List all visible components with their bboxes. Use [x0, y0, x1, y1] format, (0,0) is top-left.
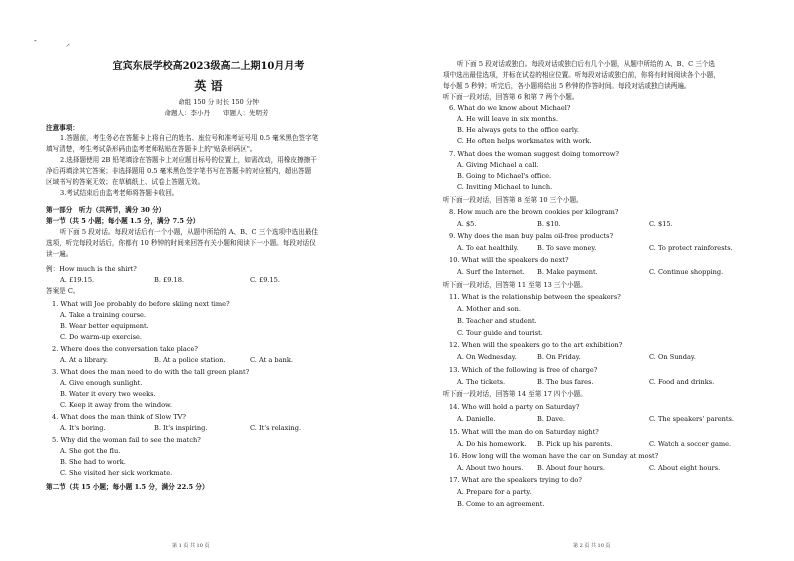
- option: C. He often helps workmates with work.: [457, 137, 592, 145]
- question: 1. What will Joe probably do before skiing next time?: [52, 300, 230, 308]
- question: 16. How long will the woman have the car on Sunday at most?: [449, 452, 659, 460]
- option: B. At a police station.: [154, 356, 226, 364]
- example-option: A. £19.15.: [60, 276, 95, 284]
- listen-instruction: 听下面一段对话，回答第 14 至第 17 四个小题。: [443, 390, 587, 398]
- option: B. Wear better equipment.: [60, 322, 149, 330]
- notice-heading: 注意事项：: [46, 124, 79, 132]
- notice-line: 填写清楚，考生考试条形码由监考老师粘贴在答题卡上的"贴条形码区"。: [46, 145, 257, 153]
- option: A. Give enough sunlight.: [60, 379, 143, 387]
- option: B. Dave.: [537, 415, 565, 423]
- question: 13. Which of the following is free of charge?: [449, 366, 598, 374]
- option: A. At a library.: [60, 356, 108, 364]
- example-option: B. £9.18.: [154, 276, 185, 284]
- option: A. Mother and son.: [457, 305, 521, 313]
- question: 11. What is the relationship between the speakers?: [449, 293, 621, 301]
- section-heading: 第一节（共 5 小题；每小题 1.5 分，满分 7.5 分）: [46, 217, 200, 225]
- option: A. About two hours.: [457, 464, 524, 472]
- option: A. Prepare for a party.: [457, 488, 532, 496]
- scan-mark-2: ⸝: [66, 39, 70, 48]
- option: C. Watch a soccer game.: [649, 440, 732, 448]
- example-option: C. £9.15.: [250, 276, 280, 284]
- question: 7. What does the woman suggest doing tomorrow?: [449, 150, 619, 158]
- section-desc: 每小题 5 秒钟；听完后，各小题将给出 5 秒钟的作答时间。每段对话或独白读两遍。: [443, 82, 691, 90]
- option: A. He will leave in six months.: [457, 115, 559, 123]
- option: C. The speakers' parents.: [649, 415, 735, 423]
- option: A. It's boring.: [60, 424, 106, 432]
- question: 12. When will the speakers go to the art exhibition?: [449, 341, 623, 349]
- option: C. Inviting Michael to lunch.: [457, 183, 553, 191]
- score-time: 命组 150 分 时长 150 分钟: [178, 98, 259, 106]
- question: 4. What does the man think of Slow TV?: [52, 413, 186, 421]
- option: B. About four hours.: [537, 464, 605, 472]
- option: C. Continue shopping.: [649, 268, 724, 276]
- option: B. On Friday.: [537, 353, 581, 361]
- option: B. The bus fares.: [537, 378, 594, 386]
- section-desc: 听下面 5 段对话或独白。每段对话或独白后有几个小题，从题中所给的 A、B、C 三个选: [457, 60, 716, 68]
- option: A. To eat healthily.: [457, 244, 519, 252]
- part-heading: 第一部分 听力（共两节，满分 30 分）: [46, 206, 166, 214]
- section-desc: 读一遍。: [46, 250, 73, 258]
- option: B. Going to Michael's office.: [457, 172, 552, 180]
- option: B. She had to work.: [60, 458, 126, 466]
- listen-instruction: 听下面一段对话，回答第 8 至第 10 三个小题。: [443, 196, 583, 204]
- option: A. $5.: [457, 220, 477, 228]
- option: A. Take a training course.: [60, 311, 146, 319]
- question: 3. What does the man need to do with the tall green plant?: [52, 368, 250, 376]
- notice-line: 净后再填涂其它答案；非选择题用 0.5 毫米黑色签字笔书写在答题卡的对应框内，超出答题: [46, 167, 312, 175]
- question: 5. Why did the woman fail to see the match?: [52, 436, 201, 444]
- section-desc: 项中选出最佳选项，并标在试卷的相应位置。听每段对话或独白前，你将有时间阅读各个小题，: [443, 71, 720, 79]
- option: C. At a bank.: [250, 356, 293, 364]
- question: 8. How much are the brown cookies per kilogram?: [449, 208, 619, 216]
- option: B. Pick up his parents.: [537, 440, 613, 448]
- option: C. Do warm-up exercise.: [60, 333, 142, 341]
- page-footer: 第 2 页 共 10 页: [573, 543, 611, 549]
- option: C. $15.: [649, 220, 673, 228]
- question: 15. What will the man do on Saturday night?: [449, 428, 599, 436]
- exam-title: 宜宾东辰学校高2023级高二上期10月月考: [112, 61, 305, 72]
- option: A. Danielle.: [457, 415, 496, 423]
- notice-line: 区域书写的答案无效；在草稿纸上、试卷上答题无效。: [46, 178, 205, 186]
- option: A. Do his homework.: [457, 440, 527, 448]
- option: C. Keep it away from the window.: [60, 401, 173, 409]
- section-heading: 第二节（共 15 小题；每小题 1.5 分，满分 22.5 分）: [46, 483, 209, 491]
- option: B. Water it every two weeks.: [60, 390, 156, 398]
- question: 10. What will the speakers do next?: [449, 256, 569, 264]
- question: 17. What are the speakers trying to do?: [449, 476, 582, 484]
- option: A. Surf the Internet.: [457, 268, 525, 276]
- option: B. Make payment.: [537, 268, 598, 276]
- option: C. About eight hours.: [649, 464, 721, 472]
- authors: 命题人：李小丹 审题人：先明芳: [164, 109, 269, 117]
- option: C. To protect rainforests.: [649, 244, 733, 252]
- option: A. On Wednesday.: [457, 353, 517, 361]
- right-page: [397, 0, 794, 561]
- listen-instruction: 听下面一段对话，回答第 11 至第 13 三个小题。: [443, 281, 587, 289]
- option: C. She visited her sick workmate.: [60, 469, 173, 477]
- subject-title: 英 语: [194, 79, 223, 93]
- option: C. It's relaxing.: [250, 424, 302, 432]
- option: B. Come to an agreement.: [457, 500, 545, 508]
- option: B. To save money.: [537, 244, 597, 252]
- option: B. He always gets to the office early.: [457, 126, 579, 134]
- notice-line: 1.答题前，考生务必在答题卡上将自己的姓名、座位号和准考证号用 0.5 毫米黑色签字笔: [60, 134, 319, 142]
- example-question: 例：How much is the shirt?: [46, 265, 137, 273]
- option: B. $10.: [537, 220, 561, 228]
- notice-line: 2.选择题使用 2B 铅笔填涂在答题卡上对应题目标号的位置上，如需改动，用橡皮擦擦干: [60, 156, 317, 164]
- option: C. On Sunday.: [649, 353, 696, 361]
- scan-mark: -: [34, 36, 37, 45]
- notice-line: 3.考试结束后由监考老师将答题卡收回。: [60, 189, 179, 197]
- question: 9. Why does the man buy palm oil-free products?: [449, 232, 614, 240]
- option: A. Giving Michael a call.: [457, 161, 539, 169]
- option: B. Teacher and student.: [457, 317, 537, 325]
- question: 2. Where does the conversation take place?: [52, 345, 198, 353]
- option: A. The tickets.: [457, 378, 506, 386]
- option: C. Tour guide and tourist.: [457, 329, 543, 337]
- page-footer: 第 1 页 共 10 页: [172, 543, 210, 549]
- section-desc: 选项，听完每段对话后，你都有 10 秒钟的时间来回答有关小题和阅读下一小题。每段对话仅: [46, 239, 316, 247]
- option: B. It's inspiring.: [154, 424, 208, 432]
- example-answer: 答案是 C。: [46, 287, 80, 295]
- listen-instruction: 听下面一段对话，回答第 6 和第 7 两个小题。: [443, 93, 579, 101]
- option: A. She got the flu.: [60, 447, 121, 455]
- question: 6. What do we know about Michael?: [449, 104, 571, 112]
- option: C. Food and drinks.: [649, 378, 715, 386]
- section-desc: 听下面 5 段对话。每段对话后有一个小题，从题中所给的 A、B、C 三个选项中选出最佳: [60, 228, 319, 236]
- question: 14. Who will hold a party on Saturday?: [449, 403, 580, 411]
